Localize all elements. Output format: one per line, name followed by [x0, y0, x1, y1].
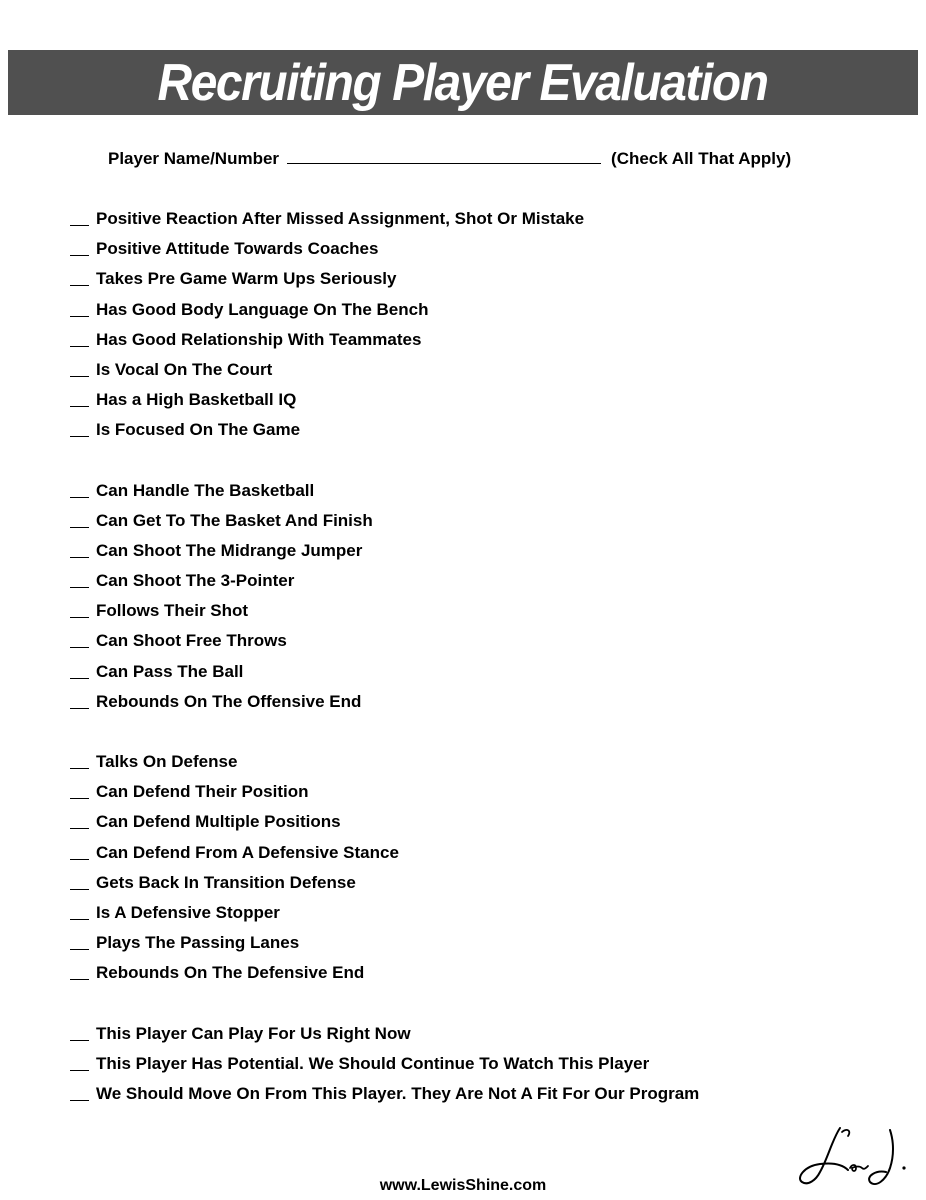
checklist-item-label: Is Vocal On The Court	[96, 359, 273, 379]
checklist-item-label: Rebounds On The Offensive End	[96, 691, 362, 711]
check-blank[interactable]	[70, 237, 89, 256]
page-title: Recruiting Player Evaluation	[157, 53, 769, 112]
checklist-item-label: This Player Can Play For Us Right Now	[96, 1023, 411, 1043]
checklist-item	[70, 1022, 699, 1052]
checklist-item-label: We Should Move On From This Player. They Are Not A Fit For Our Program	[96, 1083, 700, 1103]
checklist-item	[70, 388, 699, 418]
checklist-section	[70, 207, 699, 449]
checklist-item	[70, 479, 699, 509]
evaluation-checklist	[70, 207, 699, 1142]
checklist-item-label: Has Good Body Language On The Bench	[96, 299, 429, 319]
checklist-item-label: Rebounds On The Defensive End	[96, 963, 365, 983]
check-all-instruction: (Check All That Apply)	[611, 149, 792, 168]
player-name-label: Player Name/Number	[108, 149, 280, 168]
check-blank[interactable]	[70, 267, 89, 286]
check-blank[interactable]	[70, 810, 89, 829]
checklist-item-label: Talks On Defense	[96, 752, 238, 771]
check-blank[interactable]	[70, 660, 89, 679]
check-blank[interactable]	[70, 328, 89, 347]
checklist-item	[70, 961, 699, 991]
check-blank[interactable]	[70, 479, 89, 498]
footer-website: www.LewisShine.com	[379, 1177, 547, 1194]
check-blank[interactable]	[70, 841, 89, 860]
checklist-item-label: Is Focused On The Game	[96, 420, 301, 440]
checklist-item	[70, 509, 699, 539]
checklist-item	[70, 690, 699, 720]
check-blank[interactable]	[70, 690, 89, 709]
player-name-line	[108, 147, 791, 169]
checklist-item-label: Can Defend Multiple Positions	[96, 812, 341, 832]
checklist-item	[70, 207, 699, 237]
check-blank[interactable]	[70, 418, 89, 437]
checklist-section	[70, 479, 699, 721]
checklist-item-label: Is A Defensive Stopper	[96, 902, 280, 922]
checklist-section-items	[70, 207, 699, 449]
checklist-item	[70, 841, 699, 871]
check-blank[interactable]	[70, 901, 89, 920]
check-blank[interactable]	[70, 1082, 89, 1101]
checklist-item	[70, 599, 699, 629]
checklist-item	[70, 539, 699, 569]
check-blank[interactable]	[70, 931, 89, 950]
checklist-item	[70, 810, 699, 840]
checklist-item	[70, 629, 699, 659]
check-blank[interactable]	[70, 629, 89, 648]
checklist-item-label: Plays The Passing Lanes	[96, 933, 300, 953]
checklist-section-items	[70, 1022, 699, 1113]
checklist-item-label: Takes Pre Game Warm Ups Seriously	[96, 269, 397, 289]
checklist-item-label: Can Shoot The 3-Pointer	[96, 571, 295, 591]
checklist-item	[70, 871, 699, 901]
check-blank[interactable]	[70, 298, 89, 317]
player-name-blank[interactable]	[287, 147, 601, 164]
checklist-item	[70, 569, 699, 599]
title-banner	[8, 50, 918, 115]
check-blank[interactable]	[70, 750, 89, 769]
checklist-item	[70, 780, 699, 810]
checklist-item-label: Positive Reaction After Missed Assignment, Shot Or Mistake	[96, 209, 585, 228]
check-blank[interactable]	[70, 780, 89, 799]
check-blank[interactable]	[70, 599, 89, 618]
check-blank[interactable]	[70, 569, 89, 588]
checklist-item-label: Follows Their Shot	[96, 601, 249, 621]
checklist-item	[70, 237, 699, 267]
check-blank[interactable]	[70, 1052, 89, 1071]
check-blank[interactable]	[70, 539, 89, 558]
checklist-item	[70, 1052, 699, 1082]
checklist-item	[70, 298, 699, 328]
check-blank[interactable]	[70, 1022, 89, 1041]
checklist-section-items	[70, 750, 699, 992]
checklist-section	[70, 750, 699, 992]
checklist-section-items	[70, 479, 699, 721]
check-blank[interactable]	[70, 871, 89, 890]
checklist-item-label: This Player Has Potential. We Should Continue To Watch This Player	[96, 1053, 650, 1073]
checklist-item	[70, 660, 699, 690]
checklist-item-label: Has Good Relationship With Teammates	[96, 329, 422, 349]
checklist-item-label: Can Get To The Basket And Finish	[96, 510, 373, 530]
checklist-item	[70, 328, 699, 358]
check-blank[interactable]	[70, 207, 89, 226]
checklist-section	[70, 1022, 699, 1113]
check-blank[interactable]	[70, 509, 89, 528]
checklist-item	[70, 418, 699, 448]
checklist-item-label: Can Shoot Free Throws	[96, 631, 287, 651]
checklist-item	[70, 1082, 699, 1112]
checklist-item	[70, 267, 699, 297]
checklist-item-label: Can Defend Their Position	[96, 782, 309, 802]
checklist-item-label: Can Defend From A Defensive Stance	[96, 842, 399, 862]
checklist-item-label: Can Shoot The Midrange Jumper	[96, 540, 363, 560]
checklist-item	[70, 750, 699, 780]
checklist-item-label: Gets Back In Transition Defense	[96, 872, 356, 892]
check-blank[interactable]	[70, 961, 89, 980]
checklist-item-label: Can Handle The Basketball	[96, 480, 315, 500]
checklist-item	[70, 358, 699, 388]
checklist-item-label: Has a High Basketball IQ	[96, 390, 297, 410]
check-blank[interactable]	[70, 388, 89, 407]
check-blank[interactable]	[70, 358, 89, 377]
checklist-item	[70, 931, 699, 961]
checklist-item	[70, 901, 699, 931]
checklist-item-label: Can Pass The Ball	[96, 661, 244, 681]
checklist-item-label: Positive Attitude Towards Coaches	[96, 239, 379, 259]
